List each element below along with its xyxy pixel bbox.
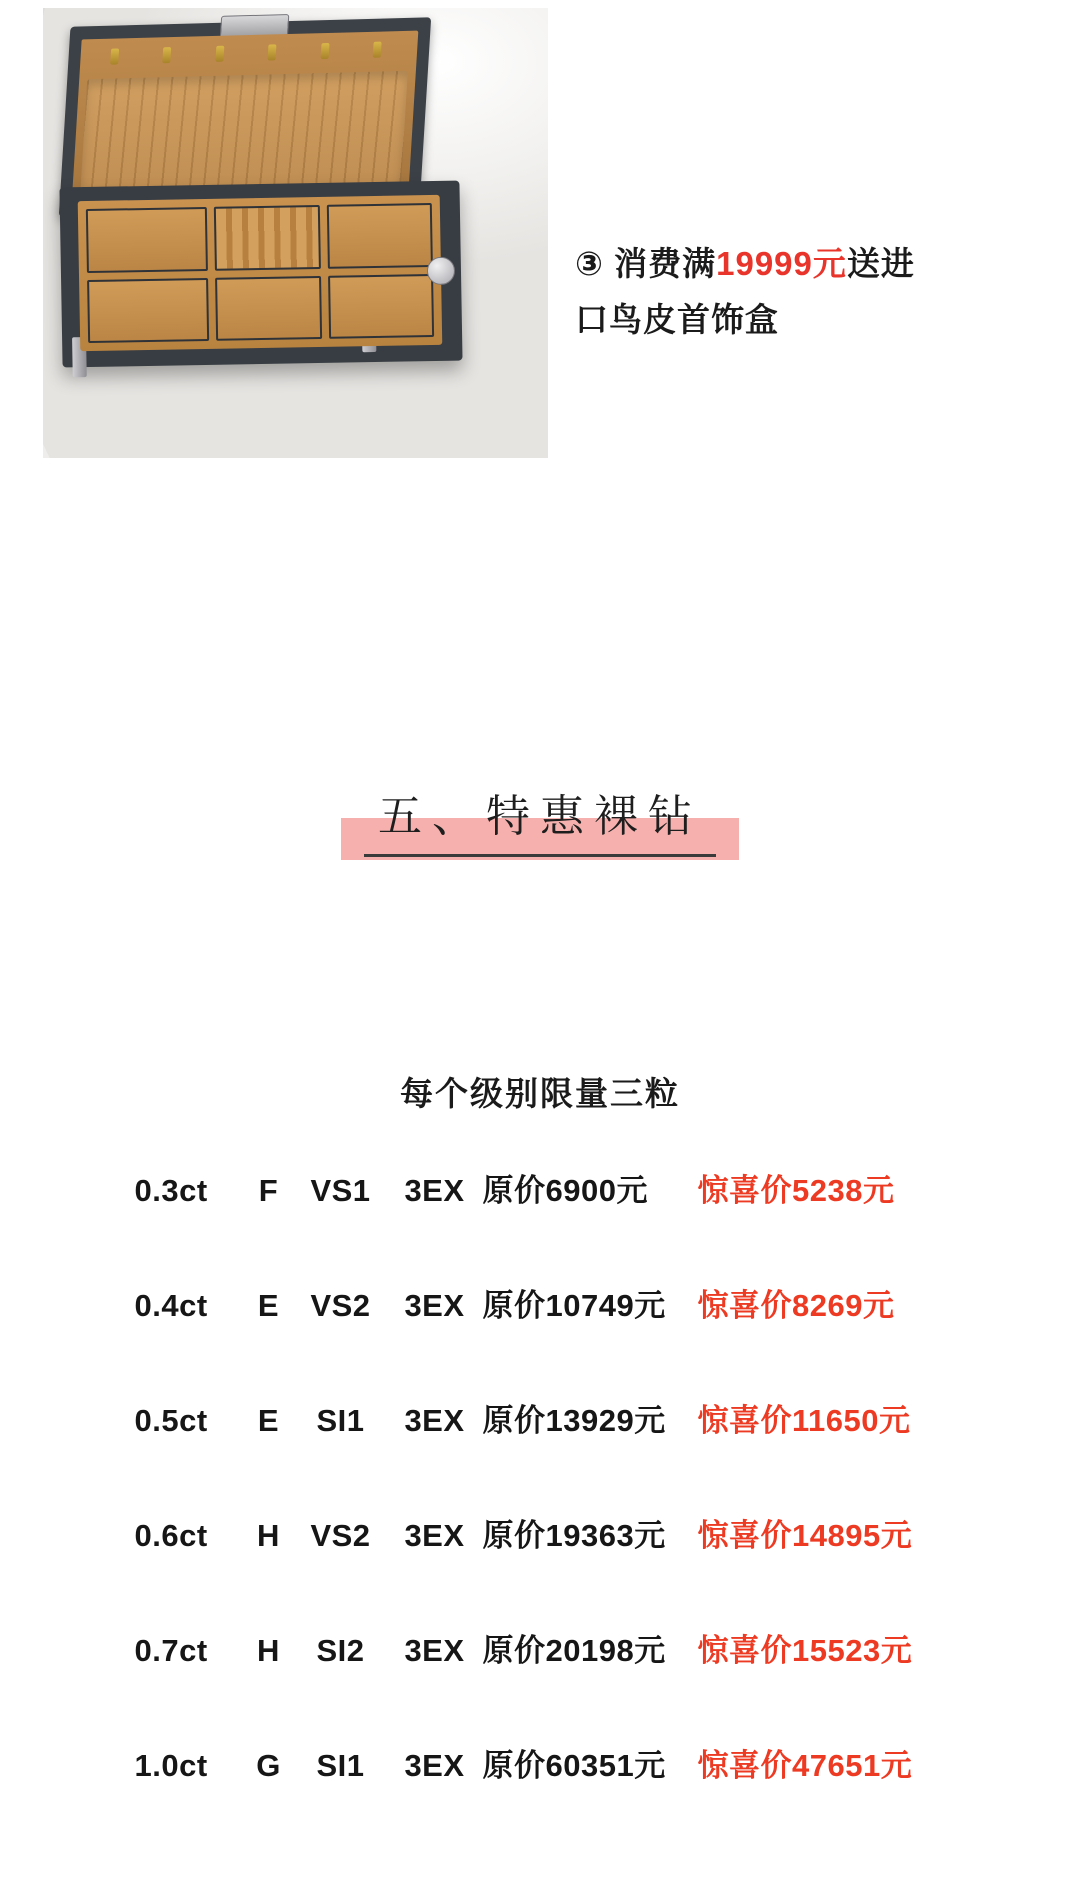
jewelry-tray (78, 195, 443, 351)
cell-sale-price: 惊喜价5238元 (697, 1173, 895, 1208)
hook-icon (268, 44, 277, 60)
cell-clarity: SI1 (316, 1748, 365, 1783)
cell-sale-price: 惊喜价8269元 (697, 1288, 895, 1323)
cell-sale-price: 惊喜价14895元 (697, 1518, 913, 1553)
table-row (0, 1625, 1080, 1740)
cell-original-price: 原价19363元 (482, 1518, 666, 1553)
cell-carat: 0.7ct (134, 1633, 208, 1668)
cell-carat: 0.5ct (134, 1403, 208, 1438)
cell-clarity: VS2 (310, 1518, 371, 1553)
cell-carat: 0.3ct (134, 1173, 208, 1208)
cell-cut: 3EX (404, 1748, 465, 1783)
cell-original-price: 原价6900元 (482, 1173, 648, 1208)
page-title: 五、特惠裸钻 (364, 780, 716, 857)
promo-section (0, 0, 1080, 470)
hook-icon (320, 43, 329, 59)
lock-icon (427, 257, 455, 285)
cell-original-price: 原价60351元 (482, 1748, 666, 1783)
cell-cut: 3EX (404, 1518, 465, 1553)
promo-amount: 19999元 (716, 245, 847, 282)
table-row (0, 1165, 1080, 1280)
section-heading (0, 780, 1080, 857)
tray-compartment (87, 277, 209, 343)
promo-text (575, 236, 1045, 348)
promo-text-before: 消费满 (603, 245, 717, 282)
tray-compartment (215, 275, 321, 340)
heading-wrap (358, 780, 722, 857)
cell-sale-price: 惊喜价47651元 (697, 1748, 913, 1783)
cell-sale-price: 惊喜价11650元 (697, 1403, 911, 1438)
table-row (0, 1280, 1080, 1395)
hook-icon (215, 46, 224, 62)
cell-color: E (257, 1288, 280, 1323)
table-row (0, 1510, 1080, 1625)
promo-text-after: 送进 (846, 245, 915, 282)
cell-original-price: 原价13929元 (482, 1403, 666, 1438)
cell-color: E (257, 1403, 280, 1438)
cell-cut: 3EX (404, 1633, 465, 1668)
promo-line2: 口鸟皮首饰盒 (575, 301, 779, 338)
cell-color: H (257, 1518, 280, 1553)
cell-carat: 0.4ct (134, 1288, 208, 1323)
cell-cut: 3EX (404, 1288, 465, 1323)
cell-original-price: 原价10749元 (482, 1288, 666, 1323)
cell-clarity: VS1 (310, 1173, 371, 1208)
cell-clarity: SI2 (316, 1633, 365, 1668)
cell-sale-price: 惊喜价15523元 (697, 1633, 913, 1668)
tray-compartment (326, 203, 432, 268)
limit-note: 每个级别限量三粒 (400, 1075, 680, 1112)
cell-clarity: SI1 (316, 1403, 365, 1438)
jewelry-box-photo (43, 8, 548, 458)
hook-icon (163, 47, 172, 63)
table-row (0, 1395, 1080, 1510)
tray-compartment (328, 273, 434, 338)
lid-hooks (110, 42, 382, 67)
cell-color: G (256, 1748, 281, 1783)
diamond-price-list (0, 1165, 1080, 1855)
cell-color: H (257, 1633, 280, 1668)
promo-index: ③ (575, 245, 604, 282)
cell-carat: 1.0ct (134, 1748, 208, 1783)
tray-ring-slots (214, 205, 320, 270)
tray-compartment (86, 207, 208, 273)
cell-cut: 3EX (404, 1173, 465, 1208)
cell-carat: 0.6ct (134, 1518, 208, 1553)
cell-color: F (258, 1173, 279, 1208)
hook-icon (373, 42, 382, 58)
jewelry-box-base (59, 181, 462, 368)
cell-original-price: 原价20198元 (482, 1633, 666, 1668)
cell-cut: 3EX (404, 1403, 465, 1438)
table-row (0, 1740, 1080, 1855)
hook-icon (110, 48, 119, 64)
cell-clarity: VS2 (310, 1288, 371, 1323)
